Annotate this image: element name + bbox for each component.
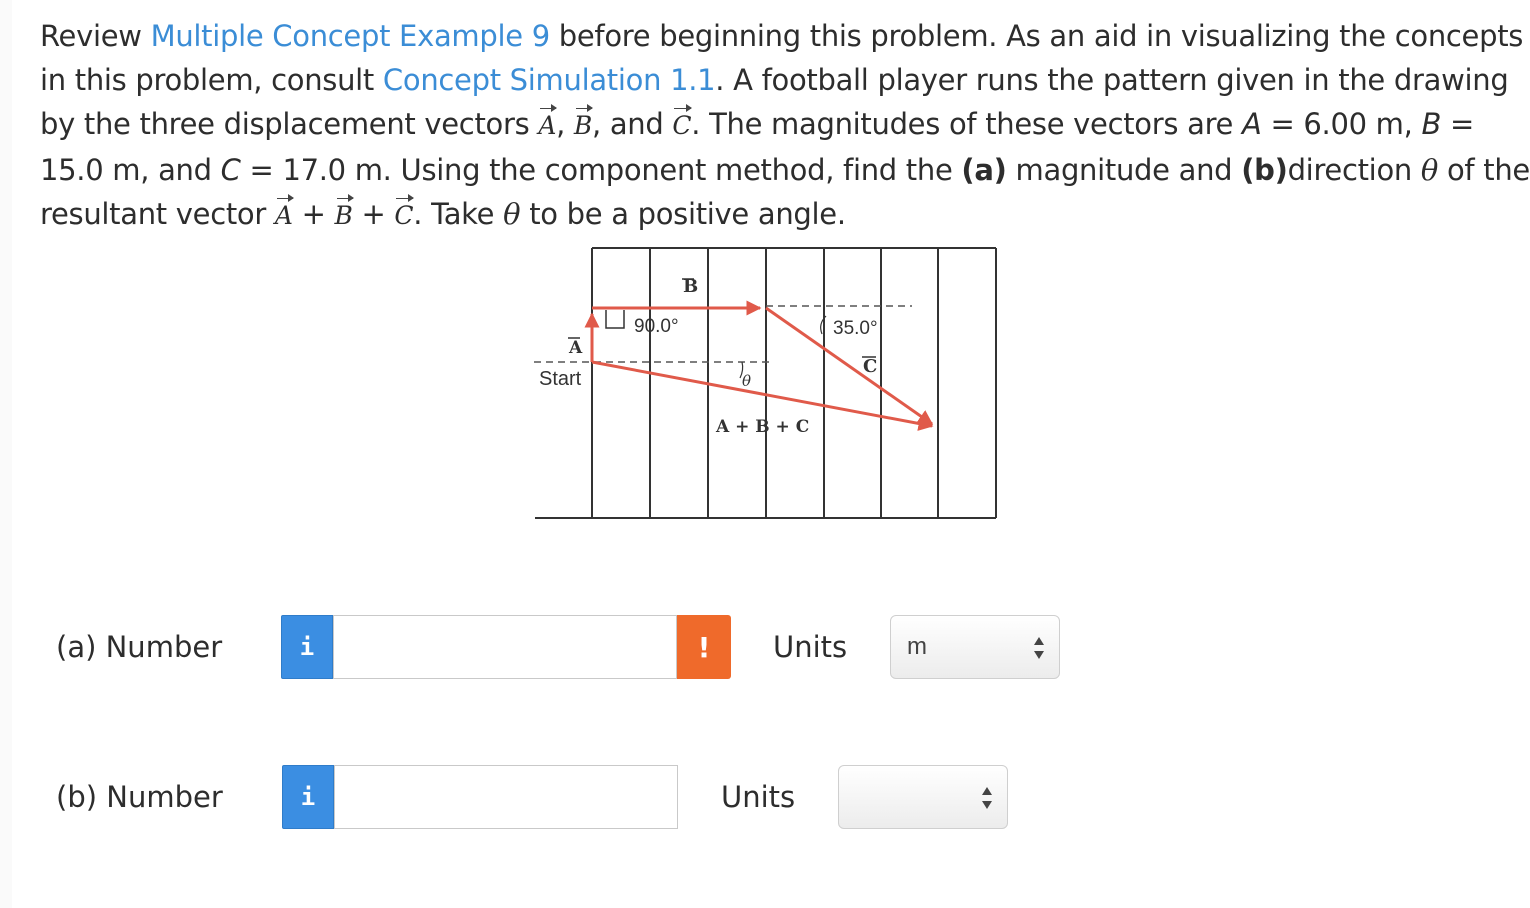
problem-text: . A football player runs the pattern given in the drawing	[715, 63, 1509, 97]
vector-a-symbol: A	[275, 194, 293, 238]
problem-text: =	[1441, 107, 1475, 141]
variable-b: B	[1421, 107, 1442, 141]
problem-line-4	[40, 148, 1530, 192]
resultant-label: A + B + C	[716, 417, 810, 437]
part-a-warning-button[interactable]: !	[677, 615, 731, 679]
problem-text: magnitude and	[1006, 153, 1242, 187]
problem-text: before beginning this problem. As an aid in visualizing the concepts	[549, 19, 1524, 53]
problem-line-3	[40, 102, 1490, 148]
vector-b-symbol: B	[335, 194, 353, 238]
multiple-concept-example-link[interactable]: Multiple Concept Example 9	[150, 19, 550, 53]
problem-text: . The magnitudes of these vectors are	[691, 107, 1243, 141]
vector-c-symbol: C	[672, 104, 691, 148]
part-a-label: (a) Number	[56, 630, 223, 664]
problem-statement	[40, 14, 1530, 238]
problem-text: 15.0 m, and	[40, 153, 221, 187]
problem-text: resultant vector	[40, 197, 275, 231]
part-b-units-select[interactable]	[838, 765, 1008, 829]
label-b: B	[683, 276, 699, 297]
field-lines	[535, 248, 996, 518]
problem-text: in this problem, consult	[40, 63, 383, 97]
vector-diagram	[520, 238, 1010, 528]
problem-text: of the	[1438, 153, 1530, 187]
problem-line-5	[40, 192, 1490, 238]
problem-text: = 17.0 m. Using the component method, find the	[240, 153, 962, 187]
football-field-figure	[520, 238, 1010, 532]
part-b-marker: (b)	[1241, 153, 1288, 187]
vector-b-symbol: B	[574, 104, 592, 148]
part-a-marker: (a)	[961, 153, 1007, 187]
right-angle-marker	[606, 310, 624, 328]
problem-text: Review	[40, 19, 151, 53]
angle-90-label: 90.0°	[634, 316, 679, 337]
part-a-units-value: m	[907, 633, 927, 660]
variable-a: A	[1242, 107, 1262, 141]
select-arrows-icon	[1033, 636, 1045, 660]
problem-text: ,	[556, 107, 574, 141]
problem-text: , and	[592, 107, 673, 141]
problem-text: = 6.00 m,	[1261, 107, 1422, 141]
part-a-info-button[interactable]: i	[281, 615, 333, 679]
label-a: A	[569, 338, 583, 358]
problem-text: by the three displacement vectors	[40, 107, 539, 141]
left-margin-strip	[0, 0, 12, 908]
part-b-number-input[interactable]	[334, 765, 678, 829]
problem-line-1	[40, 14, 1524, 58]
concept-simulation-link[interactable]: Concept Simulation 1.1	[382, 63, 716, 97]
problem-text: to be a positive angle.	[520, 197, 846, 231]
label-c: C	[863, 356, 878, 377]
angle-35-label: 35.0°	[833, 318, 878, 339]
part-b-label: (b) Number	[56, 780, 223, 814]
part-a-number-input[interactable]	[333, 615, 677, 679]
vector-c-symbol: C	[394, 194, 413, 238]
theta-symbol: θ	[503, 197, 521, 231]
start-label: Start	[539, 368, 582, 390]
plus-sign: +	[292, 197, 335, 231]
part-a-units-label: Units	[773, 630, 848, 664]
plus-sign: +	[352, 197, 395, 231]
part-a-units-select[interactable]	[890, 615, 1060, 679]
problem-text: direction	[1287, 153, 1421, 187]
problem-text: . Take	[413, 197, 504, 231]
theta-label: θ	[742, 372, 752, 390]
theta-symbol: θ	[1420, 153, 1439, 187]
problem-line-2	[40, 58, 1509, 102]
part-b-units-label: Units	[721, 780, 796, 814]
vector-a-symbol: A	[538, 104, 556, 148]
variable-c: C	[220, 153, 241, 187]
select-arrows-icon	[981, 786, 993, 810]
part-b-info-button[interactable]: i	[282, 765, 334, 829]
